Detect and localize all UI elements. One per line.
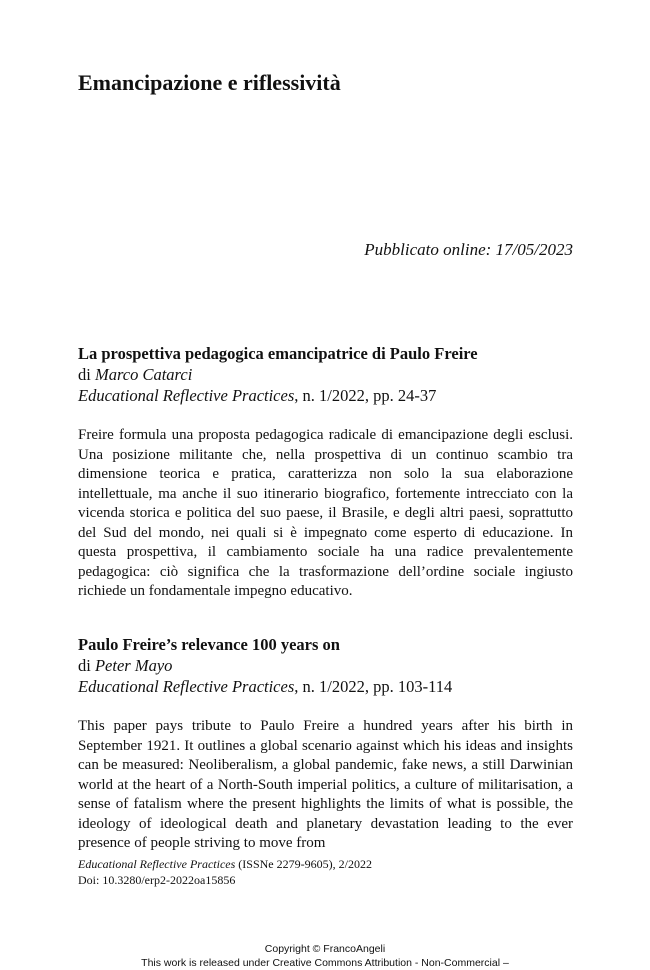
- footer-issn: (ISSNe 2279-9605), 2/2022: [235, 857, 372, 871]
- article-source: [78, 385, 573, 406]
- article-abstract: Freire formula una proposta pedagogica radicale di emancipazione degli esclusi. Una posizione militante che, nella prospettiva di un continuo scambio tra dimensione teorica e pratica, caratterizza non solo la sua elaborazione intellettuale, ma anche il suo itinerario biografico, fortemente intrecciato con la vicenda storica e politica del suo paese, il Brasile, e degli altri paesi, soprattutto del Sud del mondo, nei quali si è impegnato come esperto di educazione. In questa prospettiva, il cambiamento sociale ha una radice prevalentemente pedagogica: ciò significa che la trasformazione dell’ordine sociale ingiusto richiede un fondamentale impegno educativo.: [78, 427, 573, 599]
- article-author-line: [78, 364, 573, 385]
- article-entry: [78, 634, 573, 854]
- citation-details: , n. 1/2022, pp. 103-114: [294, 677, 453, 696]
- footer-meta: [78, 856, 372, 888]
- article-source: [78, 676, 573, 697]
- footer-journal-line: [78, 856, 372, 872]
- publication-date: Pubblicato online: 17/05/2023: [364, 240, 573, 259]
- author-prefix: di: [78, 365, 95, 384]
- license-notice: This work is released under Creative Commons Attribution - Non-Commercial –: [141, 957, 509, 969]
- author-prefix: di: [78, 656, 95, 675]
- article-abstract: This paper pays tribute to Paulo Freire a hundred years after his birth in September 1921. It outlines a global scenario against which his ideas and insights can be measured: Neoliberalism, a global pandemic, fake news, a still Darwinian world at the heart of a North-South imperial politics, a culture of militarisation, a sense of fatalism where the present highlights the limits of what is possible, the ideology of ideological death and planetary devastation leading to the ever presence of people striving to move from: [78, 718, 573, 851]
- journal-name: Educational Reflective Practices: [78, 677, 295, 696]
- footer-doi: Doi: 10.3280/erp2-2022oa15856: [78, 873, 236, 887]
- article-title: La prospettiva pedagogica emancipatrice di Paulo Freire: [78, 344, 478, 363]
- citation-details: , n. 1/2022, pp. 24-37: [294, 386, 437, 405]
- article-author-line: [78, 655, 573, 676]
- article-title: Paulo Freire’s relevance 100 years on: [78, 635, 340, 654]
- copyright-notice: Copyright © FrancoAngeli: [264, 943, 386, 955]
- article-author: Marco Catarci: [94, 365, 193, 384]
- footer-journal: Educational Reflective Practices: [78, 857, 236, 871]
- article-author: Peter Mayo: [94, 656, 173, 675]
- article-entry: [78, 343, 573, 602]
- page-title: Emancipazione e riflessività: [78, 70, 341, 95]
- journal-name: Educational Reflective Practices: [78, 386, 295, 405]
